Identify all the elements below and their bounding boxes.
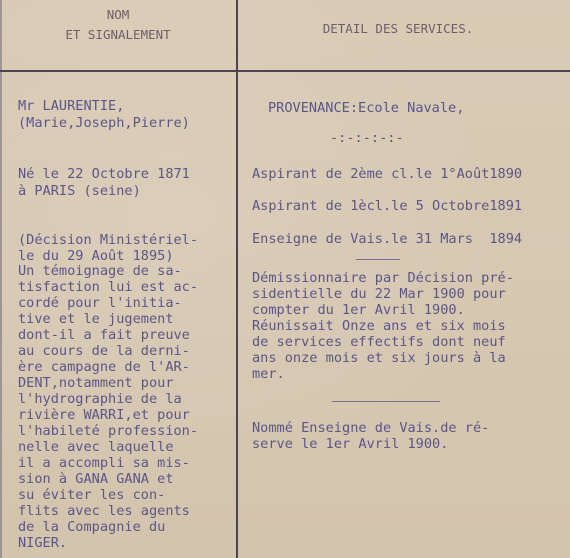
officer-given-names: (Marie,Joseph,Pierre) [18,115,190,131]
citation-line: NIGER. [18,535,68,551]
citation-line: DENT,notamment pour [18,375,174,391]
rank-enseigne: Enseigne de Vais.le 31 Mars 1894 [252,231,523,247]
resignation-line: Démissionnaire par Décision pré- [252,270,514,286]
sheet-left-edge [0,0,2,558]
citation-line: l'hydrographie de la [18,391,182,407]
column-divider [236,0,238,558]
decision-line2: le du 29 Août 1895) [18,248,174,264]
rank-aspirant-2: Aspirant de 2ème cl.le 1°Août1890 [252,166,523,182]
left-header-line2: ET SIGNALEMENT [65,27,171,42]
decision-line1: (Décision Ministériel- [18,232,199,248]
citation-line: su éviter les con- [18,487,166,503]
resignation-line: sidentielle du 22 Mar 1900 pour [252,286,506,302]
resignation-line: compter du 1er Avril 1900. [252,302,465,318]
resignation-line: mer. [252,366,285,382]
citation-line: nelle avec laquelle [18,439,174,455]
rank-aspirant-1: Aspirant de 1ècl.le 5 Octobre1891 [252,198,523,214]
reserve-line: serve le 1er Avril 1900. [252,436,449,452]
citation-line: dont-il a fait preuve [18,327,190,343]
birth-date: Né le 22 Octobre 1871 [18,166,190,182]
citation-line: cordé pour l'initia- [18,295,182,311]
citation-line: il a accompli sa mis- [18,455,190,471]
citation-line: rivière WARRI,et pour [18,407,190,423]
citation-line: sion à GANA GANA et [18,471,174,487]
resignation-line: ans onze mois et six jours à la [252,350,506,366]
citation-line: tisfaction lui est ac- [18,279,199,295]
citation-line: de la Compagnie du [18,519,166,535]
reserve-line: Nommé Enseigne de Vais.de ré- [252,420,490,436]
citation-line: l'habileté profession- [18,423,199,439]
right-header: DETAIL DES SERVICES. [322,21,474,36]
section-divider [332,401,440,402]
citation-line: tive et le jugement [18,311,174,327]
citation-line: au cours de la derni- [18,343,190,359]
section-divider [356,259,400,260]
header-divider [0,70,570,72]
officer-name: Mr LAURENTIE, [18,98,125,114]
resignation-line: Réunissait Onze ans et six mois [252,318,506,334]
provenance-separator: -:-:-:-:- [330,130,404,146]
birth-place: à PARIS (seine) [18,183,141,199]
provenance: PROVENANCE:Ecole Navale, [268,100,465,116]
left-header-line1: NOM [106,7,130,22]
citation-line: flits avec les agents [18,503,190,519]
resignation-line: de services effectifs dont neuf [252,334,506,350]
citation-line: Un témoignage de sa- [18,263,182,279]
citation-line: ère campagne de l'AR- [18,359,190,375]
